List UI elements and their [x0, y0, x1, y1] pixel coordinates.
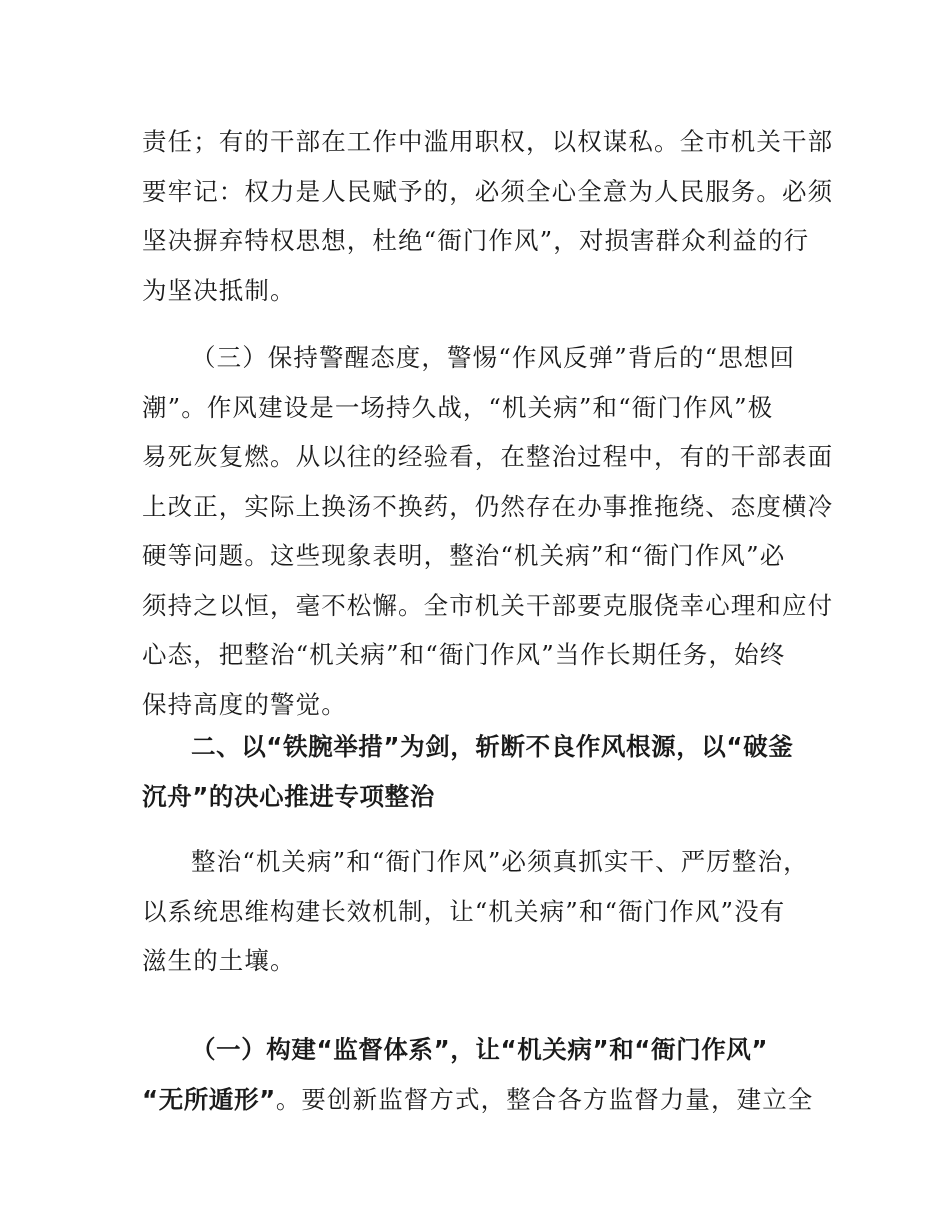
text-line: 坚决摒弃特权思想，杜绝“衙门作风”，对损害群众利益的行 — [142, 226, 810, 255]
text-line: 保持高度的警觉。 — [142, 689, 347, 719]
text-line: 硬等问题。这些现象表明，整治“机关病”和“衙门作风”必 — [142, 541, 786, 570]
text-run: 。要创新监督方式，整合各方监督力量，建立全 — [275, 1084, 814, 1114]
text-line: 易死灰复燃。从以往的经验看，在整治过程中，有的干部表面 — [142, 442, 834, 471]
text-line: 上改正，实际上换汤不换药，仍然存在办事推拖绕、态度横冷 — [142, 491, 834, 521]
text-line — [142, 1075, 812, 1125]
paragraph-stay-alert — [142, 333, 834, 729]
text-line: （三）保持警醒态度，警惕“作风反弹”背后的“思想回 — [191, 343, 796, 372]
heading-line: 二、以“铁腕举措”为剑，斩断不良作风根源，以“破釜 — [191, 732, 794, 761]
paragraph-responsibility — [142, 117, 834, 315]
subheading-line: （一）构建“监督体系”，让“机关病”和“衙门作风” — [191, 1035, 769, 1064]
text-line: 责任；有的干部在工作中滥用职权，以权谋私。全市机关干部 — [142, 127, 834, 156]
heading-line: 沉舟”的决心推进专项整治 — [142, 781, 435, 811]
subheading-tail: “无所遁形” — [142, 1084, 276, 1114]
section-heading-two — [142, 722, 812, 821]
text-line: 滋生的土壤。 — [142, 946, 296, 975]
text-line: 须持之以恒，毫不松懈。全市机关干部要克服侥幸心理和应付 — [142, 590, 834, 620]
text-line: 整治“机关病”和“衙门作风”必须真抓实干、严厉整治， — [191, 847, 809, 876]
text-line: 潮”。作风建设是一场持久战，“机关病”和“衙门作风”极 — [142, 392, 774, 422]
text-line: 要牢记：权力是人民赋予的，必须全心全意为人民服务。必须 — [142, 176, 834, 206]
text-line: 以系统思维构建长效机制，让“机关病”和“衙门作风”没有 — [142, 896, 786, 926]
paragraph-rectification — [142, 837, 812, 986]
paragraph-supervision-system — [142, 1025, 812, 1124]
text-line: 为坚决抵制。 — [142, 275, 296, 305]
text-line: 心态，把整治“机关病”和“衙门作风”当作长期任务，始终 — [142, 640, 786, 669]
